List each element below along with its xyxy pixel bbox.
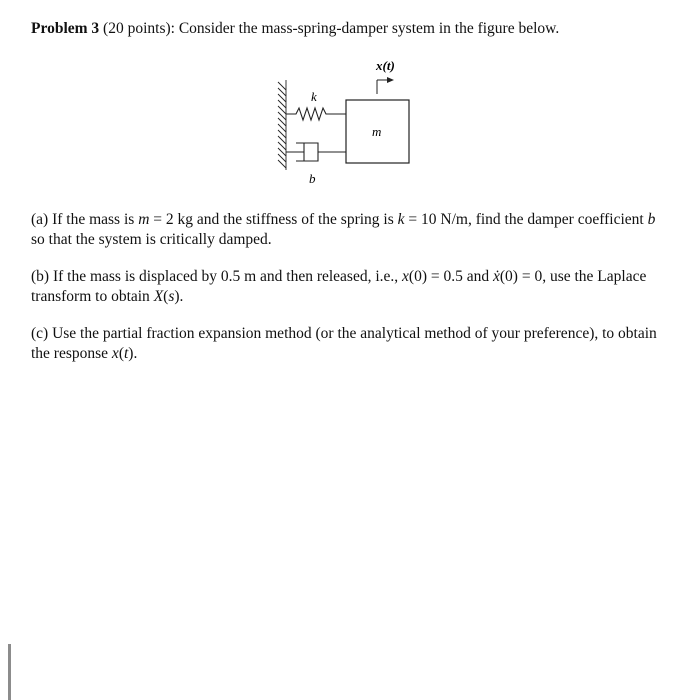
math-k: k: [397, 211, 405, 228]
label-m: m: [372, 124, 382, 139]
part-b-text-1: (b) If the mass is displaced by 0.5 m and then released, i.e.,: [31, 268, 403, 285]
math-x-dot: ẋ: [493, 268, 500, 285]
wall-hatching: [278, 80, 286, 170]
problem-title: [31, 20, 671, 38]
part-a-text-1: (a) If the mass is: [31, 211, 139, 228]
part-b-text-3: (0) = 0, use the Laplace transform to obtain: [31, 268, 647, 305]
part-a-text-4: so that the system is critically damped.: [31, 231, 272, 248]
spring: [286, 108, 346, 120]
math-b: b: [647, 211, 656, 228]
problem-number: Problem 3: [31, 20, 100, 37]
math-x: x: [402, 268, 409, 285]
math-X: X: [153, 288, 164, 305]
part-b-text-2: (0) = 0.5 and: [408, 268, 493, 285]
left-edge-bar: [8, 644, 11, 700]
label-x-t: x(t): [376, 58, 395, 73]
mass-spring-damper-figure: [268, 55, 428, 190]
part-c-text-2: (: [118, 345, 124, 362]
part-b: [31, 267, 671, 307]
math-x: x: [111, 345, 119, 362]
math-s: s: [168, 288, 175, 305]
part-c-text-3: ).: [128, 345, 138, 362]
part-b-text-5: ).: [174, 288, 184, 305]
damper: [286, 143, 346, 161]
displacement-arrow: [377, 77, 394, 94]
part-c: [31, 324, 671, 364]
label-b: b: [309, 171, 316, 186]
part-a: [31, 210, 671, 250]
problem-title-text: (20 points): Consider the mass-spring-damper system in the figure below.: [99, 20, 560, 37]
part-b-text-4: (: [163, 288, 169, 305]
label-k: k: [311, 89, 317, 104]
part-a-text-2: = 2 kg and the stiffness of the spring is: [149, 211, 398, 228]
math-t: t: [123, 345, 129, 362]
part-a-text-3: = 10 N/m, find the damper coefficient: [404, 211, 648, 228]
math-m: m: [138, 211, 150, 228]
part-c-text-1: (c) Use the partial fraction expansion method (or the analytical method of your preference), to obtain the response: [31, 325, 657, 362]
